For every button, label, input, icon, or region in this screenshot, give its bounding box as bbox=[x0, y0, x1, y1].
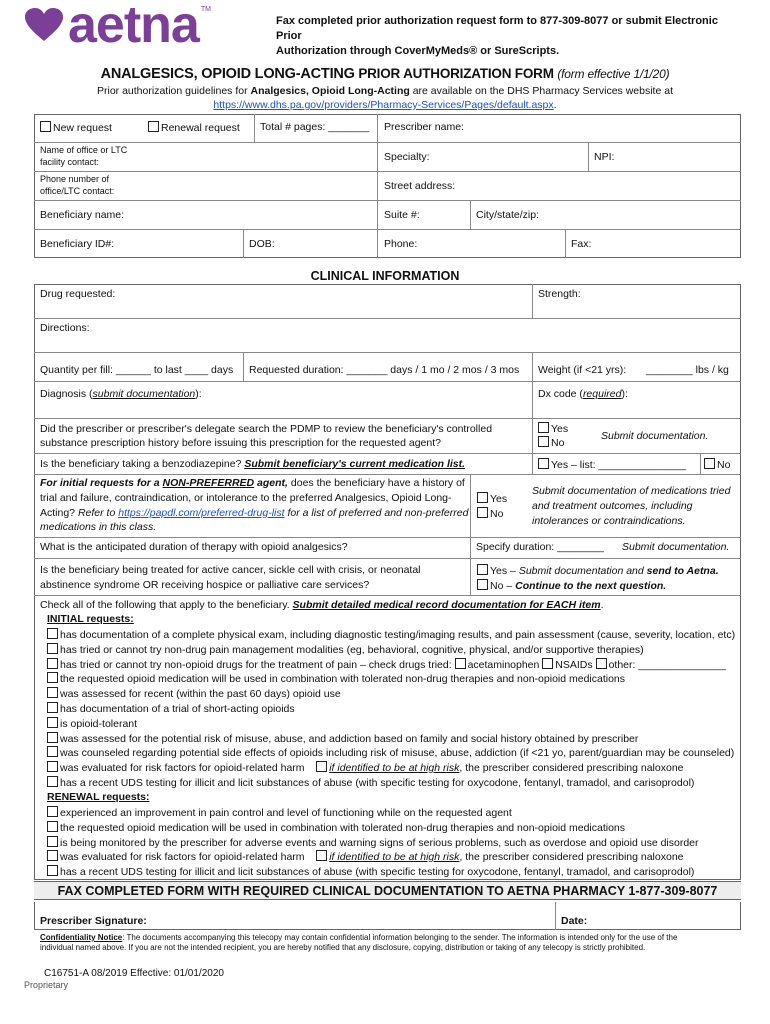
confidentiality-notice bbox=[40, 933, 740, 953]
fax-banner: FAX COMPLETED FORM WITH REQUIRED CLINICAL DOCUMENTATION TO AETNA PHARMACY 1-877-309-8077 bbox=[34, 881, 741, 900]
diagnosis-submit-doc: submit documentation bbox=[92, 388, 196, 400]
pdmp-question-1: Did the prescriber or prescriber's delegate search the PDMP to review the beneficiary's controlled bbox=[40, 423, 493, 435]
suite-field[interactable]: Suite #: bbox=[384, 209, 420, 221]
guideline-end: . bbox=[553, 99, 557, 111]
proprietary-label: Proprietary bbox=[24, 980, 69, 990]
initial-item-2-checkbox[interactable] bbox=[47, 643, 58, 654]
beneficiary-name-field[interactable]: Beneficiary name: bbox=[40, 209, 125, 221]
specialty-field[interactable]: Specialty: bbox=[384, 151, 430, 163]
form-effective-date: (form effective 1/1/20) bbox=[557, 67, 670, 81]
diagnosis-pre: Diagnosis ( bbox=[40, 388, 93, 400]
diagnosis-field[interactable] bbox=[40, 388, 202, 401]
nonpreferred-question-1 bbox=[40, 477, 465, 490]
cancer-yes-a: Yes – bbox=[490, 565, 519, 577]
dhs-website-link[interactable]: https://www.dhs.pa.gov/providers/Pharmacy-Services/Pages/default.aspx bbox=[213, 99, 554, 111]
cancer-question-1: Is the beneficiary being treated for active cancer, sickle cell with crisis, or neonatal bbox=[40, 564, 421, 576]
initial-high-risk-label: if identified to be at high risk bbox=[329, 762, 460, 774]
initial-item-3[interactable] bbox=[47, 658, 726, 672]
benzo-submit-list: Submit beneficiary's current medication list. bbox=[244, 458, 466, 470]
nonpreferred-doc-3: intolerances or contraindications. bbox=[532, 515, 686, 527]
other-drug-checkbox[interactable] bbox=[596, 658, 607, 669]
renewal-item-3-checkbox[interactable] bbox=[47, 836, 58, 847]
initial-item-10[interactable] bbox=[47, 761, 684, 775]
renewal-item-2-label: the requested opioid medication will be used in combination with tolerated non-drug therapies and non-opioid medications bbox=[60, 822, 626, 834]
city-state-zip-field[interactable]: City/state/zip: bbox=[476, 209, 540, 221]
initial-item-9[interactable] bbox=[47, 746, 734, 760]
dx-required: required bbox=[582, 388, 622, 400]
cancer-yes-checkbox[interactable] bbox=[477, 564, 488, 575]
prescriber-signature-field[interactable]: Prescriber Signature: bbox=[40, 915, 147, 927]
benzo-question-text: Is the beneficiary taking a benzodiazepine? bbox=[40, 458, 245, 470]
fax-note-line-1: Fax completed prior authorization request form to 877-309-8077 or submit Electronic Prior bbox=[276, 15, 718, 42]
pdmp-submit-doc: Submit documentation. bbox=[601, 430, 709, 442]
renewal-item-1[interactable] bbox=[47, 806, 512, 820]
initial-requests-header: INITIAL requests: bbox=[47, 613, 134, 625]
pdmp-yes-checkbox[interactable] bbox=[538, 422, 549, 433]
preferred-drug-list-link[interactable]: https://papdl.com/preferred-drug-list bbox=[118, 507, 285, 519]
np-yes-label: Yes bbox=[490, 493, 508, 505]
cancer-no-option[interactable] bbox=[477, 579, 666, 593]
strength-field[interactable]: Strength: bbox=[538, 288, 581, 300]
initial-item-5-label: was assessed for recent (within the past 60 days) opioid use bbox=[60, 688, 341, 700]
renewal-item-4-label: was evaluated for risk factors for opioid-related harm bbox=[60, 851, 305, 863]
guideline-post: are available on the DHS Pharmacy Services website at bbox=[409, 85, 673, 97]
np-q-b: NON-PREFERRED bbox=[162, 477, 255, 489]
pdmp-yes-label: Yes bbox=[551, 423, 569, 435]
np-q-a: For initial requests for a bbox=[40, 477, 163, 489]
renewal-request-checkbox[interactable] bbox=[148, 121, 159, 132]
np-q3-b: Refer to bbox=[77, 507, 119, 519]
other-drug-label: other: _______________ bbox=[608, 659, 726, 671]
initial-high-risk-checkbox[interactable] bbox=[316, 761, 327, 772]
renewal-item-4[interactable] bbox=[47, 850, 684, 864]
renewal-item-2[interactable] bbox=[47, 821, 625, 835]
benzo-no-label: No bbox=[717, 459, 731, 471]
duration-submit-doc: Submit documentation. bbox=[622, 541, 730, 553]
cancer-no-checkbox[interactable] bbox=[477, 579, 488, 590]
fax-instructions bbox=[276, 14, 746, 59]
renewal-item-4-checkbox[interactable] bbox=[47, 850, 58, 861]
nonpreferred-question-4: medications in this class. bbox=[40, 521, 157, 533]
pdmp-no-option[interactable] bbox=[538, 436, 564, 450]
guideline-url-line bbox=[0, 99, 770, 111]
initial-item-10-label: was evaluated for risk factors for opioid-related harm bbox=[60, 762, 305, 774]
acetaminophen-label: acetaminophen bbox=[467, 659, 540, 671]
np-q-c: agent, bbox=[254, 477, 288, 489]
initial-item-9-checkbox[interactable] bbox=[47, 746, 58, 757]
npi-field[interactable]: NPI: bbox=[594, 151, 615, 163]
cancer-yes-option[interactable] bbox=[477, 564, 719, 578]
weight-field[interactable]: Weight (if <21 yrs): bbox=[538, 364, 627, 376]
confidentiality-text-1: : The documents accompanying this telecopy may contain confidential information belonging to the sender. The information is intended only for the use of the bbox=[122, 933, 678, 942]
initial-item-4-label: the requested opioid medication will be used in combination with tolerated non-drug therapies and non-opioid medications bbox=[60, 673, 626, 685]
form-title-drug: ANALGESICS, OPIOID LONG-ACTING bbox=[100, 66, 355, 82]
np-no-label: No bbox=[490, 508, 504, 520]
diagnosis-post: ): bbox=[195, 388, 202, 400]
benzo-yes-label: Yes – list: _______________ bbox=[551, 459, 687, 471]
initial-item-1[interactable] bbox=[47, 628, 735, 642]
new-request-option[interactable] bbox=[40, 121, 112, 135]
specify-duration-field[interactable]: Specify duration: ________ bbox=[476, 541, 604, 553]
initial-item-9-label: was counseled regarding potential side effects of opioids including risk of misuse, abuse, addiction (if <21 yo, parent/guardian may be counseled) bbox=[60, 747, 735, 759]
acetaminophen-checkbox[interactable] bbox=[455, 658, 466, 669]
dx-post: ): bbox=[621, 388, 628, 400]
initial-item-4-checkbox[interactable] bbox=[47, 672, 58, 683]
form-title bbox=[0, 66, 770, 82]
np-q3-c: for a list of preferred and non-preferred bbox=[284, 507, 469, 519]
phone-field[interactable]: Phone: bbox=[384, 238, 418, 250]
cancer-question-2: abstinence syndrome OR receiving hospice or palliative care services? bbox=[40, 579, 370, 591]
fax-note-line-2: Authorization through CoverMyMeds® or SureScripts. bbox=[276, 45, 560, 57]
benzo-no-checkbox[interactable] bbox=[704, 458, 715, 469]
pdmp-yes-option[interactable] bbox=[538, 422, 568, 436]
aetna-logo bbox=[24, 0, 272, 54]
pdmp-no-label: No bbox=[551, 437, 565, 449]
date-field[interactable]: Date: bbox=[561, 915, 588, 927]
initial-item-3-label: has tried or cannot try non-opioid drugs for the treatment of pain – check drugs tried: bbox=[60, 659, 455, 671]
initial-item-1-label: has documentation of a complete physical exam, including diagnostic testing/imaging results, and pain assessment (cause, severity, location, etc) bbox=[60, 629, 736, 641]
initial-item-8-checkbox[interactable] bbox=[47, 732, 58, 743]
quantity-field[interactable]: Quantity per fill: ______ to last ____ days bbox=[40, 364, 234, 376]
renewal-requests-header: RENEWAL requests: bbox=[47, 791, 150, 803]
initial-item-6-label: has documentation of a trial of short-acting opioids bbox=[60, 703, 295, 715]
dob-field[interactable]: DOB: bbox=[249, 238, 275, 250]
initial-item-5[interactable] bbox=[47, 687, 341, 701]
initial-item-11-checkbox[interactable] bbox=[47, 776, 58, 787]
nonpreferred-no-checkbox[interactable] bbox=[477, 507, 488, 518]
pdmp-no-checkbox[interactable] bbox=[538, 436, 549, 447]
nsaids-checkbox[interactable] bbox=[542, 658, 553, 669]
renewal-item-5-checkbox[interactable] bbox=[47, 865, 58, 876]
renewal-item-1-checkbox[interactable] bbox=[47, 806, 58, 817]
initial-item-6-checkbox[interactable] bbox=[47, 702, 58, 713]
beneficiary-id-field[interactable]: Beneficiary ID#: bbox=[40, 238, 115, 250]
renewal-high-risk-label: if identified to be at high risk bbox=[329, 851, 460, 863]
renewal-high-risk-checkbox[interactable] bbox=[316, 850, 327, 861]
initial-item-2[interactable] bbox=[47, 643, 644, 657]
initial-item-1-checkbox[interactable] bbox=[47, 628, 58, 639]
nsaids-label: NSAIDs bbox=[555, 659, 593, 671]
nonpreferred-question-2: trial and failure, contraindication, or intolerance to the preferred Analgesics, Opioid Long- bbox=[40, 492, 452, 504]
benzo-no-option[interactable] bbox=[704, 458, 730, 472]
initial-item-4[interactable] bbox=[47, 672, 625, 686]
nonpreferred-no-option[interactable] bbox=[477, 507, 503, 521]
nonpreferred-doc-2: and treatment outcomes, including bbox=[532, 500, 693, 512]
guideline-note bbox=[0, 85, 770, 97]
confidentiality-text-2: individual named above. If you are not the intended recipient, you are hereby notified that any disclosure, copying, distribution or taking of any telecopy is strictly prohibited. bbox=[40, 943, 646, 952]
cancer-yes-c: send to Aetna. bbox=[646, 565, 719, 577]
heart-icon bbox=[24, 7, 64, 43]
dx-pre: Dx code ( bbox=[538, 388, 583, 400]
street-address-field[interactable]: Street address: bbox=[384, 180, 456, 192]
renewal-item-3[interactable] bbox=[47, 836, 699, 850]
fax-field[interactable]: Fax: bbox=[571, 238, 592, 250]
pdmp-question-2: substance prescription history before issuing this prescription for the requested agent? bbox=[40, 437, 441, 449]
confidentiality-label: Confidentiality Notice bbox=[40, 933, 123, 942]
renewal-request-label: Renewal request bbox=[161, 122, 240, 134]
initial-item-5-checkbox[interactable] bbox=[47, 687, 58, 698]
form-title-rest: PRIOR AUTHORIZATION FORM bbox=[354, 66, 554, 81]
nonpreferred-yes-checkbox[interactable] bbox=[477, 492, 488, 503]
cancer-yes-b: Submit documentation and bbox=[518, 565, 647, 577]
logo-wordmark: aetna bbox=[68, 0, 199, 54]
directions-field[interactable]: Directions: bbox=[40, 322, 90, 334]
initial-item-8-label: was assessed for the potential risk of misuse, abuse, and addiction based on family and social history obtained by prescriber bbox=[60, 733, 639, 745]
initial-item-7-label: is opioid-tolerant bbox=[60, 718, 138, 730]
cancer-no-a: No – bbox=[490, 580, 516, 592]
prescriber-name-field[interactable]: Prescriber name: bbox=[384, 121, 464, 133]
renewal-item-2-checkbox[interactable] bbox=[47, 821, 58, 832]
initial-item-7[interactable] bbox=[47, 717, 137, 731]
check-all-pre: Check all of the following that apply to the beneficiary. bbox=[40, 599, 293, 611]
nonpreferred-yes-option[interactable] bbox=[477, 492, 507, 506]
renewal-item-5-label: has a recent UDS testing for illicit and licit substances of abuse (with specific testing for oxycodone, fentanyl, tramadol, and carisoprodol) bbox=[60, 866, 695, 878]
check-all-bold: Submit detailed medical record documentation for EACH item bbox=[292, 599, 601, 611]
initial-item-11[interactable] bbox=[47, 776, 694, 790]
logo-trademark: TM bbox=[200, 6, 211, 13]
initial-item-3-checkbox[interactable] bbox=[47, 658, 58, 669]
clinical-info-title: CLINICAL INFORMATION bbox=[310, 269, 460, 283]
new-request-label: New request bbox=[53, 122, 112, 134]
renewal-item-1-label: experienced an improvement in pain control and level of functioning while on the requested agent bbox=[60, 807, 512, 819]
office-contact-label-2[interactable]: facility contact: bbox=[40, 157, 100, 167]
weight-units: ________ lbs / kg bbox=[646, 364, 729, 376]
dx-code-field[interactable] bbox=[538, 388, 628, 401]
nonpreferred-doc-1: Submit documentation of medications tried bbox=[532, 485, 731, 497]
total-pages-field[interactable]: Total # pages: _______ bbox=[260, 121, 370, 133]
nonpreferred-question-3 bbox=[40, 507, 468, 520]
initial-naloxone-label: , the prescriber considered prescribing naloxone bbox=[459, 762, 684, 774]
np-q-d: does the beneficiary have a history of bbox=[287, 477, 465, 489]
renewal-request-option[interactable] bbox=[148, 121, 240, 135]
office-contact-label-1: Name of office or LTC bbox=[40, 145, 128, 155]
initial-item-8[interactable] bbox=[47, 732, 638, 746]
benzo-yes-option[interactable] bbox=[538, 458, 686, 472]
new-request-checkbox[interactable] bbox=[40, 121, 51, 132]
phone-contact-label-1: Phone number of bbox=[40, 174, 110, 184]
benzo-question bbox=[40, 458, 465, 471]
renewal-item-5[interactable] bbox=[47, 865, 694, 879]
cancer-no-b: Continue to the next question. bbox=[515, 580, 667, 592]
phone-contact-label-2[interactable]: office/LTC contact: bbox=[40, 186, 115, 196]
drug-requested-field[interactable]: Drug requested: bbox=[40, 288, 116, 300]
check-all-end: . bbox=[600, 599, 604, 611]
benzo-yes-checkbox[interactable] bbox=[538, 458, 549, 469]
guideline-pre: Prior authorization guidelines for bbox=[97, 85, 251, 97]
form-code: C16751-A 08/2019 Effective: 01/01/2020 bbox=[44, 968, 224, 979]
initial-item-10-checkbox[interactable] bbox=[47, 761, 58, 772]
anticipated-duration-question: What is the anticipated duration of therapy with opioid analgesics? bbox=[40, 541, 348, 553]
renewal-item-3-label: is being monitored by the prescriber for adverse events and warning signs of serious problems, such as overdose and opioid use disorder bbox=[60, 837, 699, 849]
initial-item-11-label: has a recent UDS testing for illicit and licit substances of abuse (with specific testing for oxycodone, fentanyl, tramadol, and carisoprodol) bbox=[60, 777, 695, 789]
renewal-naloxone-label: , the prescriber considered prescribing naloxone bbox=[459, 851, 684, 863]
np-q3-a: Acting? bbox=[40, 507, 78, 519]
check-all-instruction bbox=[40, 599, 604, 612]
initial-item-2-label: has tried or cannot try non-drug pain management modalities (eg, behavioral, cognitive, physical, and/or supportive therapies) bbox=[60, 644, 644, 656]
guideline-drug: Analgesics, Opioid Long-Acting bbox=[250, 85, 410, 97]
initial-item-7-checkbox[interactable] bbox=[47, 717, 58, 728]
requested-duration-field[interactable]: Requested duration: _______ days / 1 mo / 2 mos / 3 mos bbox=[249, 364, 520, 376]
initial-item-6[interactable] bbox=[47, 702, 295, 716]
